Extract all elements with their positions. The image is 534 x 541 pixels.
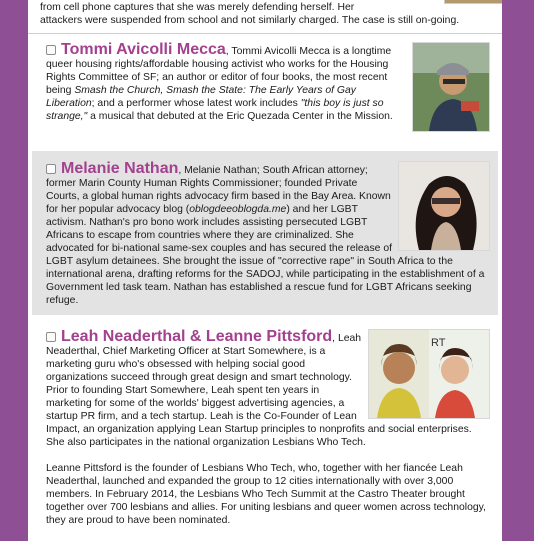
previous-entry-text — [32, 1, 498, 27]
select-nominee-checkbox[interactable] — [46, 45, 56, 55]
select-nominee-checkbox[interactable] — [46, 332, 56, 342]
nominee-name: Melanie Nathan — [61, 160, 179, 177]
nominee-photo-tommi — [412, 42, 490, 132]
divider — [28, 33, 502, 34]
nominee-photo-leah-leanne — [368, 329, 490, 419]
svg-text:RT: RT — [431, 337, 446, 349]
previous-entry-line1: from cell phone captures that she was merely defending herself. Her — [40, 2, 355, 13]
nominee-name: Tommi Avicolli Mecca — [61, 41, 226, 58]
previous-entry-line2: attackers were suspended from school and not similarly charged. The case is still on-going. — [40, 15, 460, 26]
nominee-paragraph-2: Leanne Pittsford is the founder of Lesbians Who Tech, who, together with her fiancée Leah Neaderthal, launched and expanded the group to 12 cities internationally with over 3,000 members. In February 2014, the Lesbians Who Tech Summit at the Castro Theater brought together over 700 lesbians and allies. For uniting lesbians and queer women across technology, they are proud to have been nominated. — [46, 463, 486, 526]
nominee-photo-melanie — [398, 161, 490, 251]
nominees-panel — [28, 0, 502, 541]
nominee-name: Leah Neaderthal & Leanne Pittsford — [61, 328, 333, 345]
select-nominee-checkbox[interactable] — [46, 164, 56, 174]
nominee-entry-leah-leanne: RT Leah Neaderthal & Leanne Pittsford, Leah Neaderthal, Chief Marketing Officer at Start Somewhere, is a marketing guru who's obsessed with helping social good organizations succeed through great design and smart technology. Prior to founding Start Somewhere, Leah spent ten years in marketing for some of the worlds' biggest advertising agencies, a startup PR firm, and a tech startup. Leah is the Co-Founder of Lean Impact, an organization applying Lean Startup principles to nonprofits and social enterprises. She also participates in the national organization Lesbians Who Tech. Leanne Pittsford is the founder of Lesbians Who Tech, who, together with her fiancée Leah Neaderthal, launched and expanded the group to 12 cities internationally with over 3,000 members. In February 2014, the Lesbians Who Tech Summit at the Castro Theater brought together over 700 lesbians and allies. For uniting lesbians and queer women across technology, they are proud to have been nominated. — [32, 325, 498, 535]
nominee-entry-tommi: Tommi Avicolli Mecca, Tommi Avicolli Mecca is a longtime queer housing rights/affordable housing activist who works for the Housing Rights Committee of SF; an author or editor of four books, the most recent being Smash the Church, Smash the State: The Early Years of Gay Liberation; and a performer whose latest work includes "this boy is just so strange," a musical that debuted at the Eric Quezada Center in the Mission. — [32, 42, 498, 144]
nominee-entry-melanie: Melanie Nathan, Melanie Nathan; South African attorney; former Marin County Human Rights Commissioner; founded Private Courts, a global human rights advocacy firm based in the Bay Area. Known for her popular advocacy blog (oblogdeeoblogda.me) and her LGBT activism. Nathan's pro bono work includes assisting persecuted LGBT Africans to escape from countries where they are criminalized. She advocated for bi-national same-sex couples and has secured the release of LGBT asylum detainees. She brought the issue of "corrective rape" in South Africa to the international arena, drafting reforms for the SADOJ, while participating in the establishment of a Government led task team. Nathan has established a rescue fund for LGBT Africans seeking refuge. — [32, 151, 498, 315]
